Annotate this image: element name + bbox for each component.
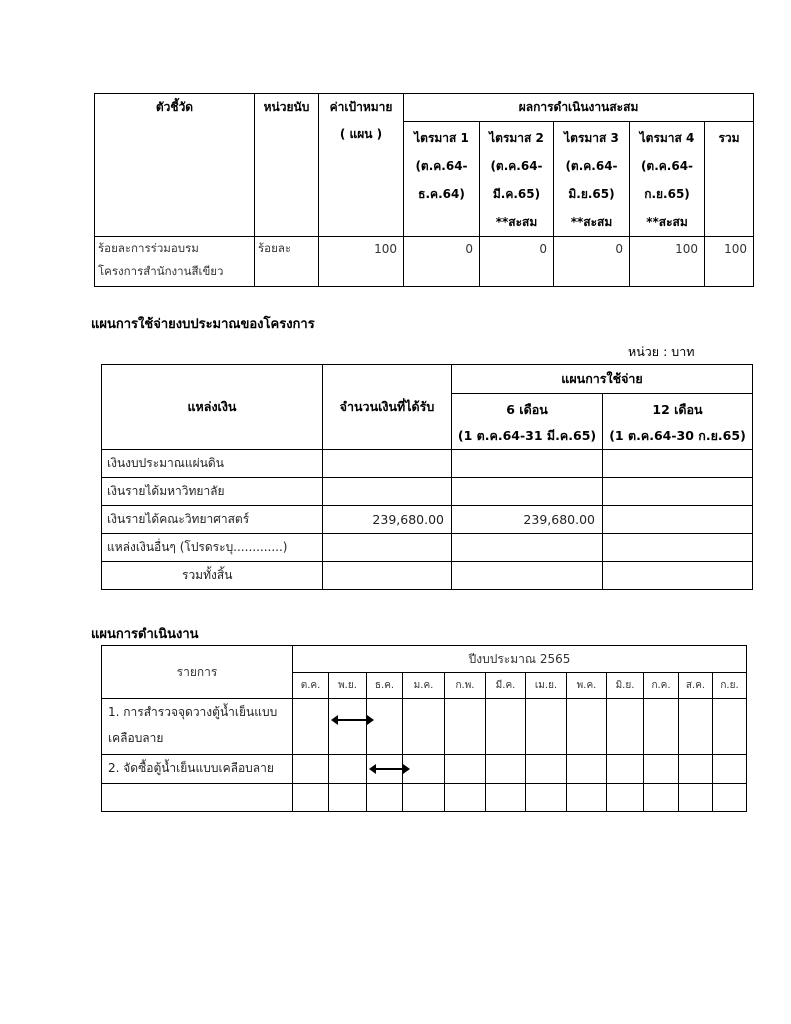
budget-source: เงินรายได้คณะวิทยาศาสตร์	[102, 506, 323, 534]
month-header: มิ.ย.	[607, 673, 644, 699]
budget-heading: แผนการใช้จ่ายงบประมาณของโครงการ	[91, 317, 315, 332]
budget-source: เงินงบประมาณแผ่นดิน	[102, 450, 323, 478]
budget-received	[323, 478, 452, 506]
month-header: ส.ค.	[679, 673, 713, 699]
month-header: มี.ค.	[486, 673, 526, 699]
month-cell	[567, 755, 607, 784]
budget-six: 239,680.00	[452, 506, 603, 534]
month-cell	[367, 784, 403, 812]
month-cell-active	[329, 699, 367, 755]
month-cell	[486, 784, 526, 812]
month-cell	[329, 784, 367, 812]
quarter-2-header: ไตรมาส 2 (ต.ค.64- มี.ค.65) **สะสม	[480, 122, 554, 237]
q2-value: 0	[480, 237, 554, 287]
item-header: รายการ	[102, 646, 293, 699]
operation-table	[101, 645, 747, 812]
month-header: เม.ย.	[526, 673, 567, 699]
plan-row	[102, 755, 747, 784]
month-cell	[713, 784, 747, 812]
budget-total-row	[102, 562, 753, 590]
plan-item-label	[102, 784, 293, 812]
indicator-name-cell: ร้อยละการร่วมอบรม โครงการสำนักงานสีเขียว	[95, 237, 255, 287]
budget-row	[102, 506, 753, 534]
month-cell	[644, 699, 679, 755]
month-cell	[526, 784, 567, 812]
plan-header: แผนการใช้จ่าย	[452, 365, 753, 394]
q3-value: 0	[554, 237, 630, 287]
twelve-month-header: 12 เดือน (1 ต.ค.64-30 ก.ย.65)	[603, 394, 753, 450]
month-cell	[644, 755, 679, 784]
budget-unit-label: หน่วย : บาท	[628, 344, 695, 359]
month-cell	[526, 699, 567, 755]
q1-value: 0	[404, 237, 480, 287]
month-cell	[445, 784, 486, 812]
fiscal-year-header: ปีงบประมาณ 2565	[293, 646, 747, 673]
budget-table	[101, 364, 753, 590]
month-cell	[644, 784, 679, 812]
month-cell	[486, 699, 526, 755]
month-cell	[293, 699, 329, 755]
month-header: ธ.ค.	[367, 673, 403, 699]
month-header: ก.ย.	[713, 673, 747, 699]
total-header: รวม	[705, 122, 754, 237]
budget-total-six	[452, 562, 603, 590]
month-cell	[679, 755, 713, 784]
month-cell	[607, 784, 644, 812]
month-cell	[293, 755, 329, 784]
plan-row-empty	[102, 784, 747, 812]
quarter-3-header: ไตรมาส 3 (ต.ค.64- มิ.ย.65) **สะสม	[554, 122, 630, 237]
budget-six	[452, 534, 603, 562]
month-header: พ.ค.	[567, 673, 607, 699]
month-cell	[403, 699, 445, 755]
month-cell	[445, 699, 486, 755]
month-cell	[526, 755, 567, 784]
six-month-header: 6 เดือน (1 ต.ค.64-31 มี.ค.65)	[452, 394, 603, 450]
budget-source: แหล่งเงินอื่นๆ (โปรดระบุ.............)	[102, 534, 323, 562]
month-header: พ.ย.	[329, 673, 367, 699]
total-value: 100	[705, 237, 754, 287]
month-cell	[607, 755, 644, 784]
budget-twelve	[603, 450, 753, 478]
month-cell	[679, 784, 713, 812]
received-header: จำนวนเงินที่ได้รับ	[323, 365, 452, 450]
duration-arrow-icon	[333, 719, 372, 721]
budget-received	[323, 534, 452, 562]
target-value: 100	[319, 237, 404, 287]
month-header: ก.พ.	[445, 673, 486, 699]
month-cell	[567, 784, 607, 812]
budget-row	[102, 478, 753, 506]
month-header: ม.ค.	[403, 673, 445, 699]
budget-row	[102, 534, 753, 562]
month-cell	[403, 784, 445, 812]
budget-row	[102, 450, 753, 478]
month-cell	[607, 699, 644, 755]
plan-item-label: 1. การสำรวจจุดวางตู้น้ำเย็นแบบ เคลือบลาย	[102, 699, 293, 755]
plan-row	[102, 699, 747, 755]
budget-received	[323, 450, 452, 478]
budget-twelve	[603, 506, 753, 534]
plan-item-label: 2. จัดซื้อตู้น้ำเย็นแบบเคลือบลาย	[102, 755, 293, 784]
q4-value: 100	[630, 237, 705, 287]
budget-total-received	[323, 562, 452, 590]
month-cell	[679, 699, 713, 755]
quarter-1-header: ไตรมาส 1 (ต.ค.64- ธ.ค.64)	[404, 122, 480, 237]
month-cell	[567, 699, 607, 755]
unit-header: หน่วยนับ	[255, 94, 319, 237]
indicator-table	[94, 93, 754, 287]
source-header: แหล่งเงิน	[102, 365, 323, 450]
unit-cell: ร้อยละ	[255, 237, 319, 287]
month-cell-active	[367, 755, 403, 784]
month-cell	[293, 784, 329, 812]
month-header: ต.ค.	[293, 673, 329, 699]
month-cell	[329, 755, 367, 784]
cumulative-header: ผลการดำเนินงานสะสม	[404, 94, 754, 122]
operation-heading: แผนการดำเนินงาน	[91, 627, 199, 642]
duration-arrow-icon	[371, 768, 408, 770]
budget-total-label: รวมทั้งสิ้น	[102, 562, 323, 590]
month-cell	[713, 699, 747, 755]
target-header: ค่าเป้าหมาย ( แผน )	[319, 94, 404, 237]
budget-source: เงินรายได้มหาวิทยาลัย	[102, 478, 323, 506]
indicator-header: ตัวชี้วัด	[95, 94, 255, 237]
budget-received: 239,680.00	[323, 506, 452, 534]
month-header: ก.ค.	[644, 673, 679, 699]
budget-six	[452, 478, 603, 506]
budget-twelve	[603, 478, 753, 506]
month-cell	[445, 755, 486, 784]
budget-twelve	[603, 534, 753, 562]
quarter-4-header: ไตรมาส 4 (ต.ค.64- ก.ย.65) **สะสม	[630, 122, 705, 237]
month-cell	[713, 755, 747, 784]
budget-six	[452, 450, 603, 478]
month-cell	[367, 699, 403, 755]
month-cell	[486, 755, 526, 784]
budget-total-twelve	[603, 562, 753, 590]
